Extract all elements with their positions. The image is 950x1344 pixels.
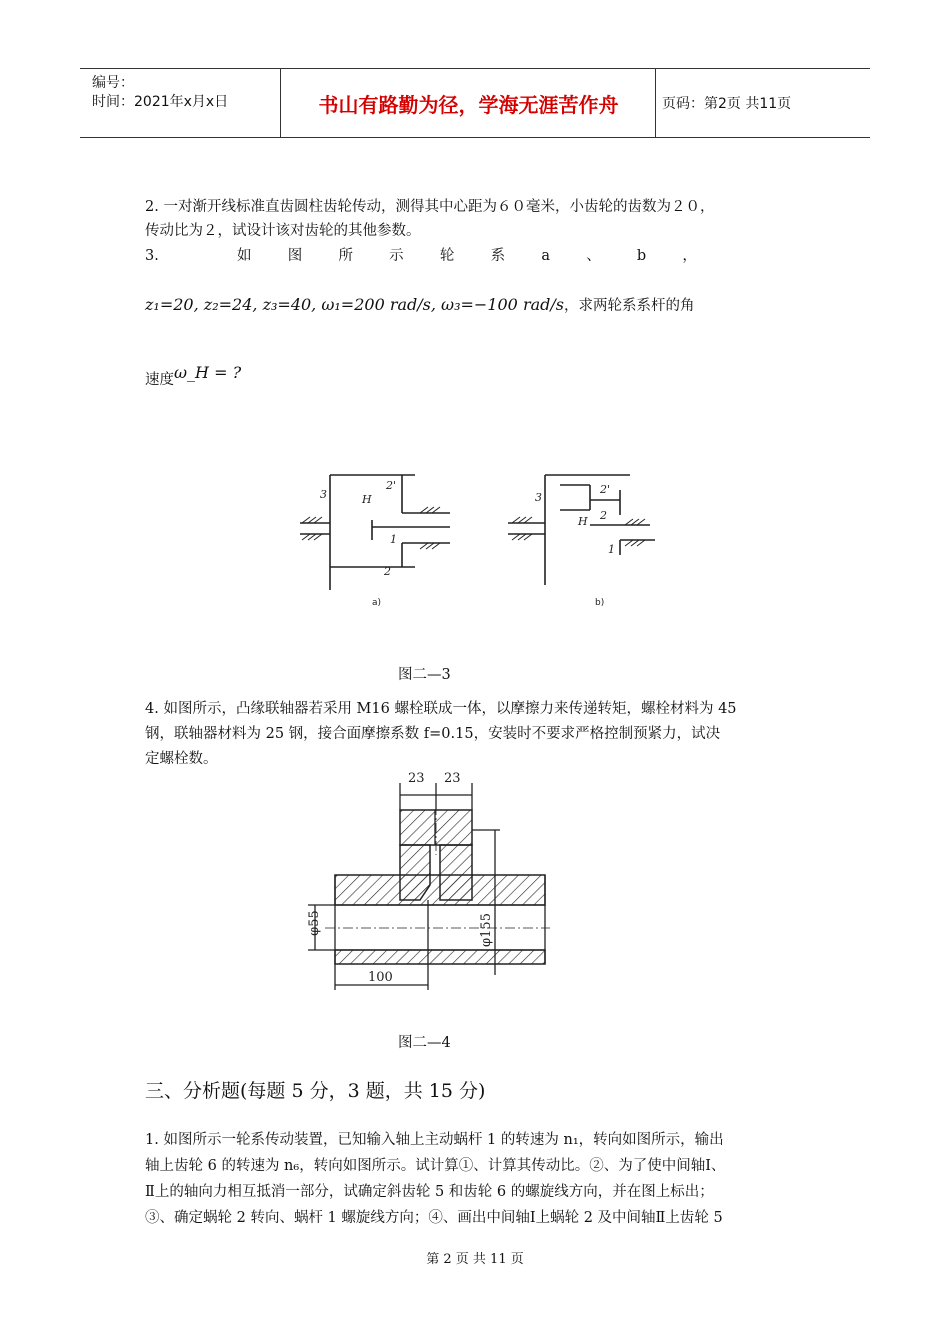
- fig3b-label-H: H: [578, 515, 588, 528]
- question-4-line1: 4. 如图所示，凸缘联轴器若采用 M16 螺栓联成一体，以摩擦力来传递转矩，螺栓材料为 45: [145, 701, 737, 717]
- header-motto: 书山有路勤为径，学海无涯苦作舟: [318, 92, 619, 117]
- serial-label: 编号：: [92, 75, 134, 91]
- fig4-dim-155: φ155: [479, 913, 494, 947]
- fig3a-label-3: 3: [320, 488, 327, 501]
- section-3-title: 三、分析题(每题 5 分，3 题，共 15 分): [145, 1080, 486, 1102]
- fig3b-label-2: 2: [600, 509, 607, 522]
- analysis-1-line2: 轴上齿轮 6 的转速为 n₆，转向如图所示。试计算①、计算其传动比。②、为了使中间轴Ⅰ、: [145, 1158, 726, 1174]
- fig3b-label-1: 1: [608, 543, 615, 556]
- question-3-formula: z₁=20, z₂=24, z₃=40, ω₁=200 rad/s, ω₃=−100 rad/s: [145, 295, 564, 314]
- question-3-speed-prefix: 速度: [145, 372, 174, 388]
- q3-word: a: [541, 248, 550, 264]
- fig3a-label-H: H: [362, 493, 372, 506]
- q3-word: 图: [287, 248, 303, 264]
- fig4-dim-23b: 23: [444, 771, 461, 786]
- question-2-line2: 传动比为２，试设计该对齿轮的其他参数。: [145, 223, 421, 239]
- q3-word: 系: [490, 248, 506, 264]
- figure-2-4-diagram: [300, 765, 550, 995]
- fig4-dim-100: 100: [368, 970, 393, 985]
- header-divider-left: [280, 69, 281, 137]
- q3-word: 示: [389, 248, 404, 264]
- fig3a-label-1: 1: [390, 533, 397, 546]
- question-3-formula-tail: ，求两轮系系杆的角: [563, 298, 695, 314]
- fig3-label-a: a): [372, 598, 382, 608]
- fig3a-label-2: 2: [384, 565, 391, 578]
- fig3b-label-2p: 2': [600, 483, 611, 496]
- question-3-spaced-words: [237, 244, 697, 268]
- question-4-line2: 钢，联轴器材料为 25 钢，接合面摩擦系数 f=0.15，安装时不要求严格控制预紧力，试决: [145, 726, 721, 742]
- question-3-formula-line: [145, 294, 694, 318]
- page-header: [80, 68, 870, 138]
- header-left: [92, 74, 228, 112]
- question-4-line3: 定螺栓数。: [145, 751, 218, 767]
- q3-word: ，: [682, 248, 697, 264]
- question-2-line1: 2. 一对渐开线标准直齿圆柱齿轮传动，测得其中心距为６０毫米，小齿轮的齿数为２０，: [145, 199, 715, 215]
- figure-2-4-caption: 图二—4: [398, 1035, 451, 1051]
- fig3b-label-3: 3: [535, 491, 542, 504]
- analysis-1-line1: 1. 如图所示一轮系传动装置，已知输入轴上主动蜗杆 1 的转速为 n₁，转向如图所示，输出: [145, 1132, 724, 1148]
- fig3-label-b: b): [595, 598, 605, 608]
- figure-2-3-caption: 图二—3: [398, 667, 451, 683]
- q3-word: 所: [338, 248, 353, 264]
- fig4-dim-23a: 23: [408, 771, 425, 786]
- header-divider-right: [655, 69, 656, 137]
- question-3-speed-line: [145, 363, 242, 392]
- q3-word: b: [636, 248, 647, 264]
- fig4-dim-55: φ55: [307, 910, 322, 936]
- question-3-speed-formula: ω_H = ?: [174, 363, 242, 382]
- fig3a-label-2p: 2': [386, 479, 397, 492]
- analysis-1-line3: Ⅱ上的轴向力相互抵消一部分，试确定斜齿轮 5 和齿轮 6 的螺旋线方向，并在图上标出；: [145, 1184, 714, 1200]
- page-footer: 第 2 页 共 11 页: [426, 1252, 524, 1267]
- question-3-number: 3.: [145, 248, 159, 264]
- q3-word: 如: [237, 248, 252, 264]
- q3-word: 、: [586, 248, 601, 264]
- time-label: 时间：2021年x月x日: [92, 94, 229, 110]
- header-page-info: 页码：第2页 共11页: [662, 96, 792, 112]
- q3-word: 轮: [439, 248, 455, 264]
- analysis-1-line4: ③、确定蜗轮 2 转向、蜗杆 1 螺旋线方向；④、画出中间轴Ⅰ上蜗轮 2 及中间轴Ⅱ上齿轮 5: [145, 1210, 723, 1226]
- figure-2-3-diagram: [290, 465, 670, 615]
